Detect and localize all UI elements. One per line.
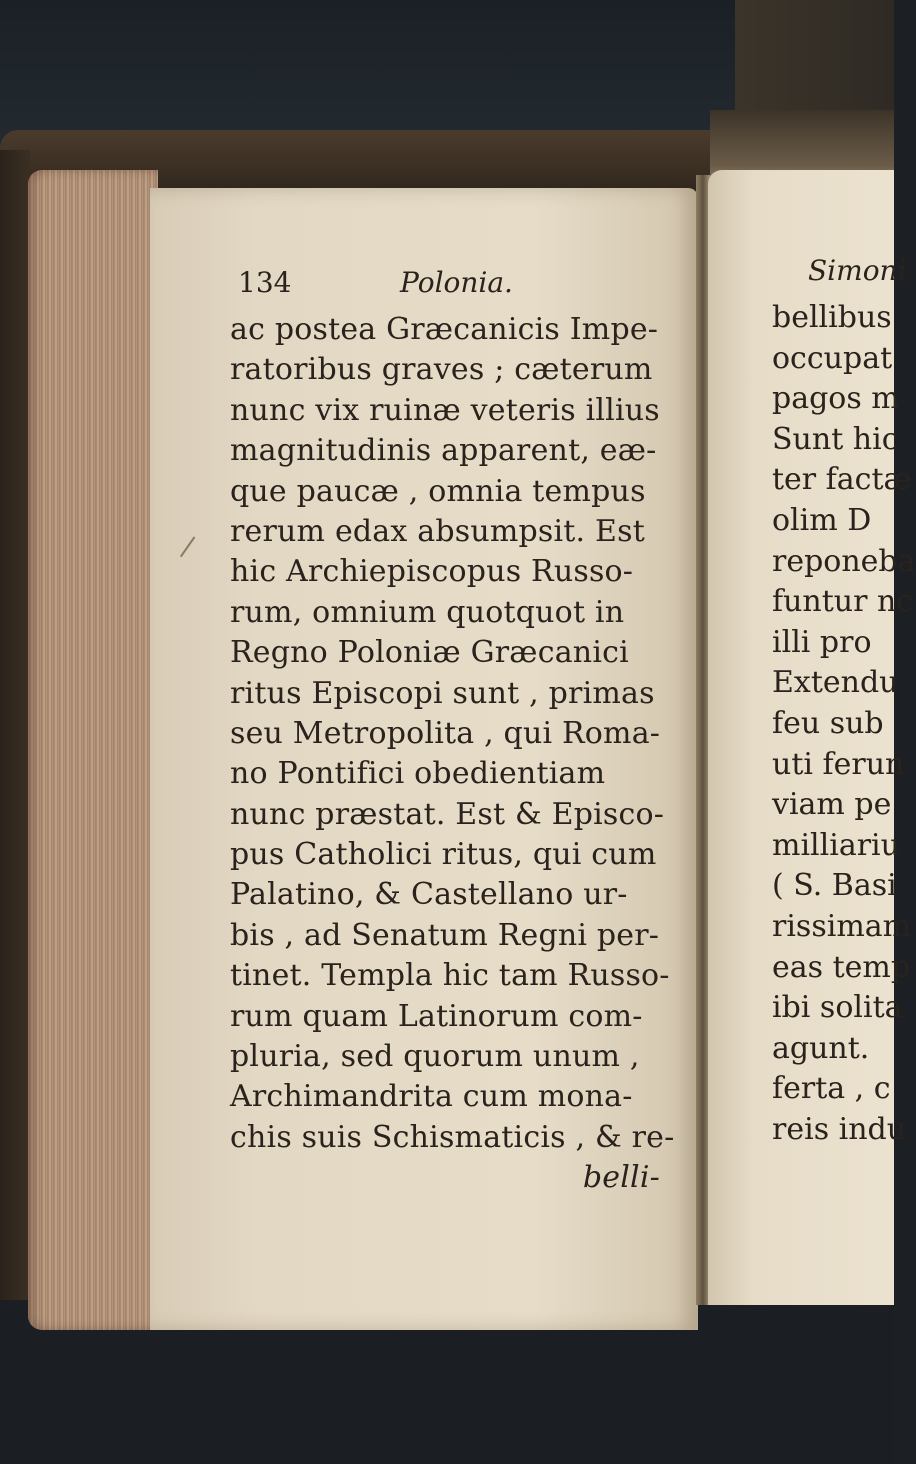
right-page-text	[772, 298, 916, 1150]
text-line: illi pro	[772, 624, 872, 660]
text-line: chis suis Schismaticis , & re-	[230, 1119, 675, 1155]
text-line: no Pontifici obedientiam	[230, 756, 606, 792]
text-line: ritus Episcopi sunt , primas	[230, 675, 655, 711]
text-line: magnitudinis apparent, eæ-	[230, 433, 657, 469]
text-line: reponeba	[772, 543, 916, 579]
text-line: seu Metropolita , qui Roma-	[230, 715, 661, 751]
text-line: rum, omnium quotquot in	[230, 594, 625, 630]
text-line: tinet. Templa hic tam Russo-	[230, 958, 670, 994]
text-line: reis indu	[772, 1111, 907, 1147]
text-line: feu sub	[772, 705, 884, 741]
text-line: rum quam Latinorum com-	[230, 998, 643, 1034]
text-line: viam pe	[772, 787, 892, 823]
text-line: pus Catholici ritus, qui cum	[230, 837, 657, 873]
left-page-text	[230, 310, 675, 1199]
text-line: olim D	[772, 502, 872, 538]
text-line: nunc præstat. Est & Episco-	[230, 796, 665, 832]
text-line: eas temp	[772, 949, 911, 985]
text-line: ratoribus graves ; cæterum	[230, 352, 653, 388]
page-number: 134	[238, 266, 292, 299]
text-line: funtur nc	[772, 584, 914, 620]
text-line: milliariu	[772, 827, 900, 863]
page-edges	[28, 170, 158, 1330]
text-line: que paucæ , omnia tempus	[230, 473, 646, 509]
text-line: occupat	[772, 340, 893, 376]
text-line: ter factæ	[772, 462, 912, 498]
text-line: Palatino, & Castellano ur-	[230, 877, 628, 913]
text-line: uti ferun	[772, 746, 905, 782]
catchword: belli-	[582, 1160, 660, 1196]
text-line: ac postea Græcanicis Impe-	[230, 312, 659, 347]
text-line: ferta , c	[772, 1071, 891, 1107]
text-line: Extendu	[772, 665, 899, 701]
text-line: bellibus	[772, 300, 892, 335]
text-line: Archimandrita cum mona-	[230, 1079, 633, 1115]
text-line: bis , ad Senatum Regni per-	[230, 917, 660, 953]
text-line: agunt.	[772, 1030, 870, 1066]
text-line: pagos m	[772, 381, 900, 417]
book-cover-left	[0, 150, 30, 1300]
text-line: Sunt hic	[772, 421, 899, 457]
text-line: hic Archiepiscopus Russo-	[230, 554, 634, 590]
text-line: ibi solita	[772, 990, 903, 1026]
text-line: nunc vix ruinæ veteris illius	[230, 392, 660, 428]
text-line: rissimam	[772, 908, 912, 944]
text-line: ( S. Basi	[772, 868, 897, 904]
text-line: pluria, sed quorum unum ,	[230, 1039, 640, 1075]
text-line: Regno Poloniæ Græcanici	[230, 635, 629, 671]
right-running-head: Simoni	[808, 254, 907, 287]
text-line: rerum edax absumpsit. Est	[230, 513, 645, 549]
left-running-head: Polonia.	[400, 266, 513, 299]
